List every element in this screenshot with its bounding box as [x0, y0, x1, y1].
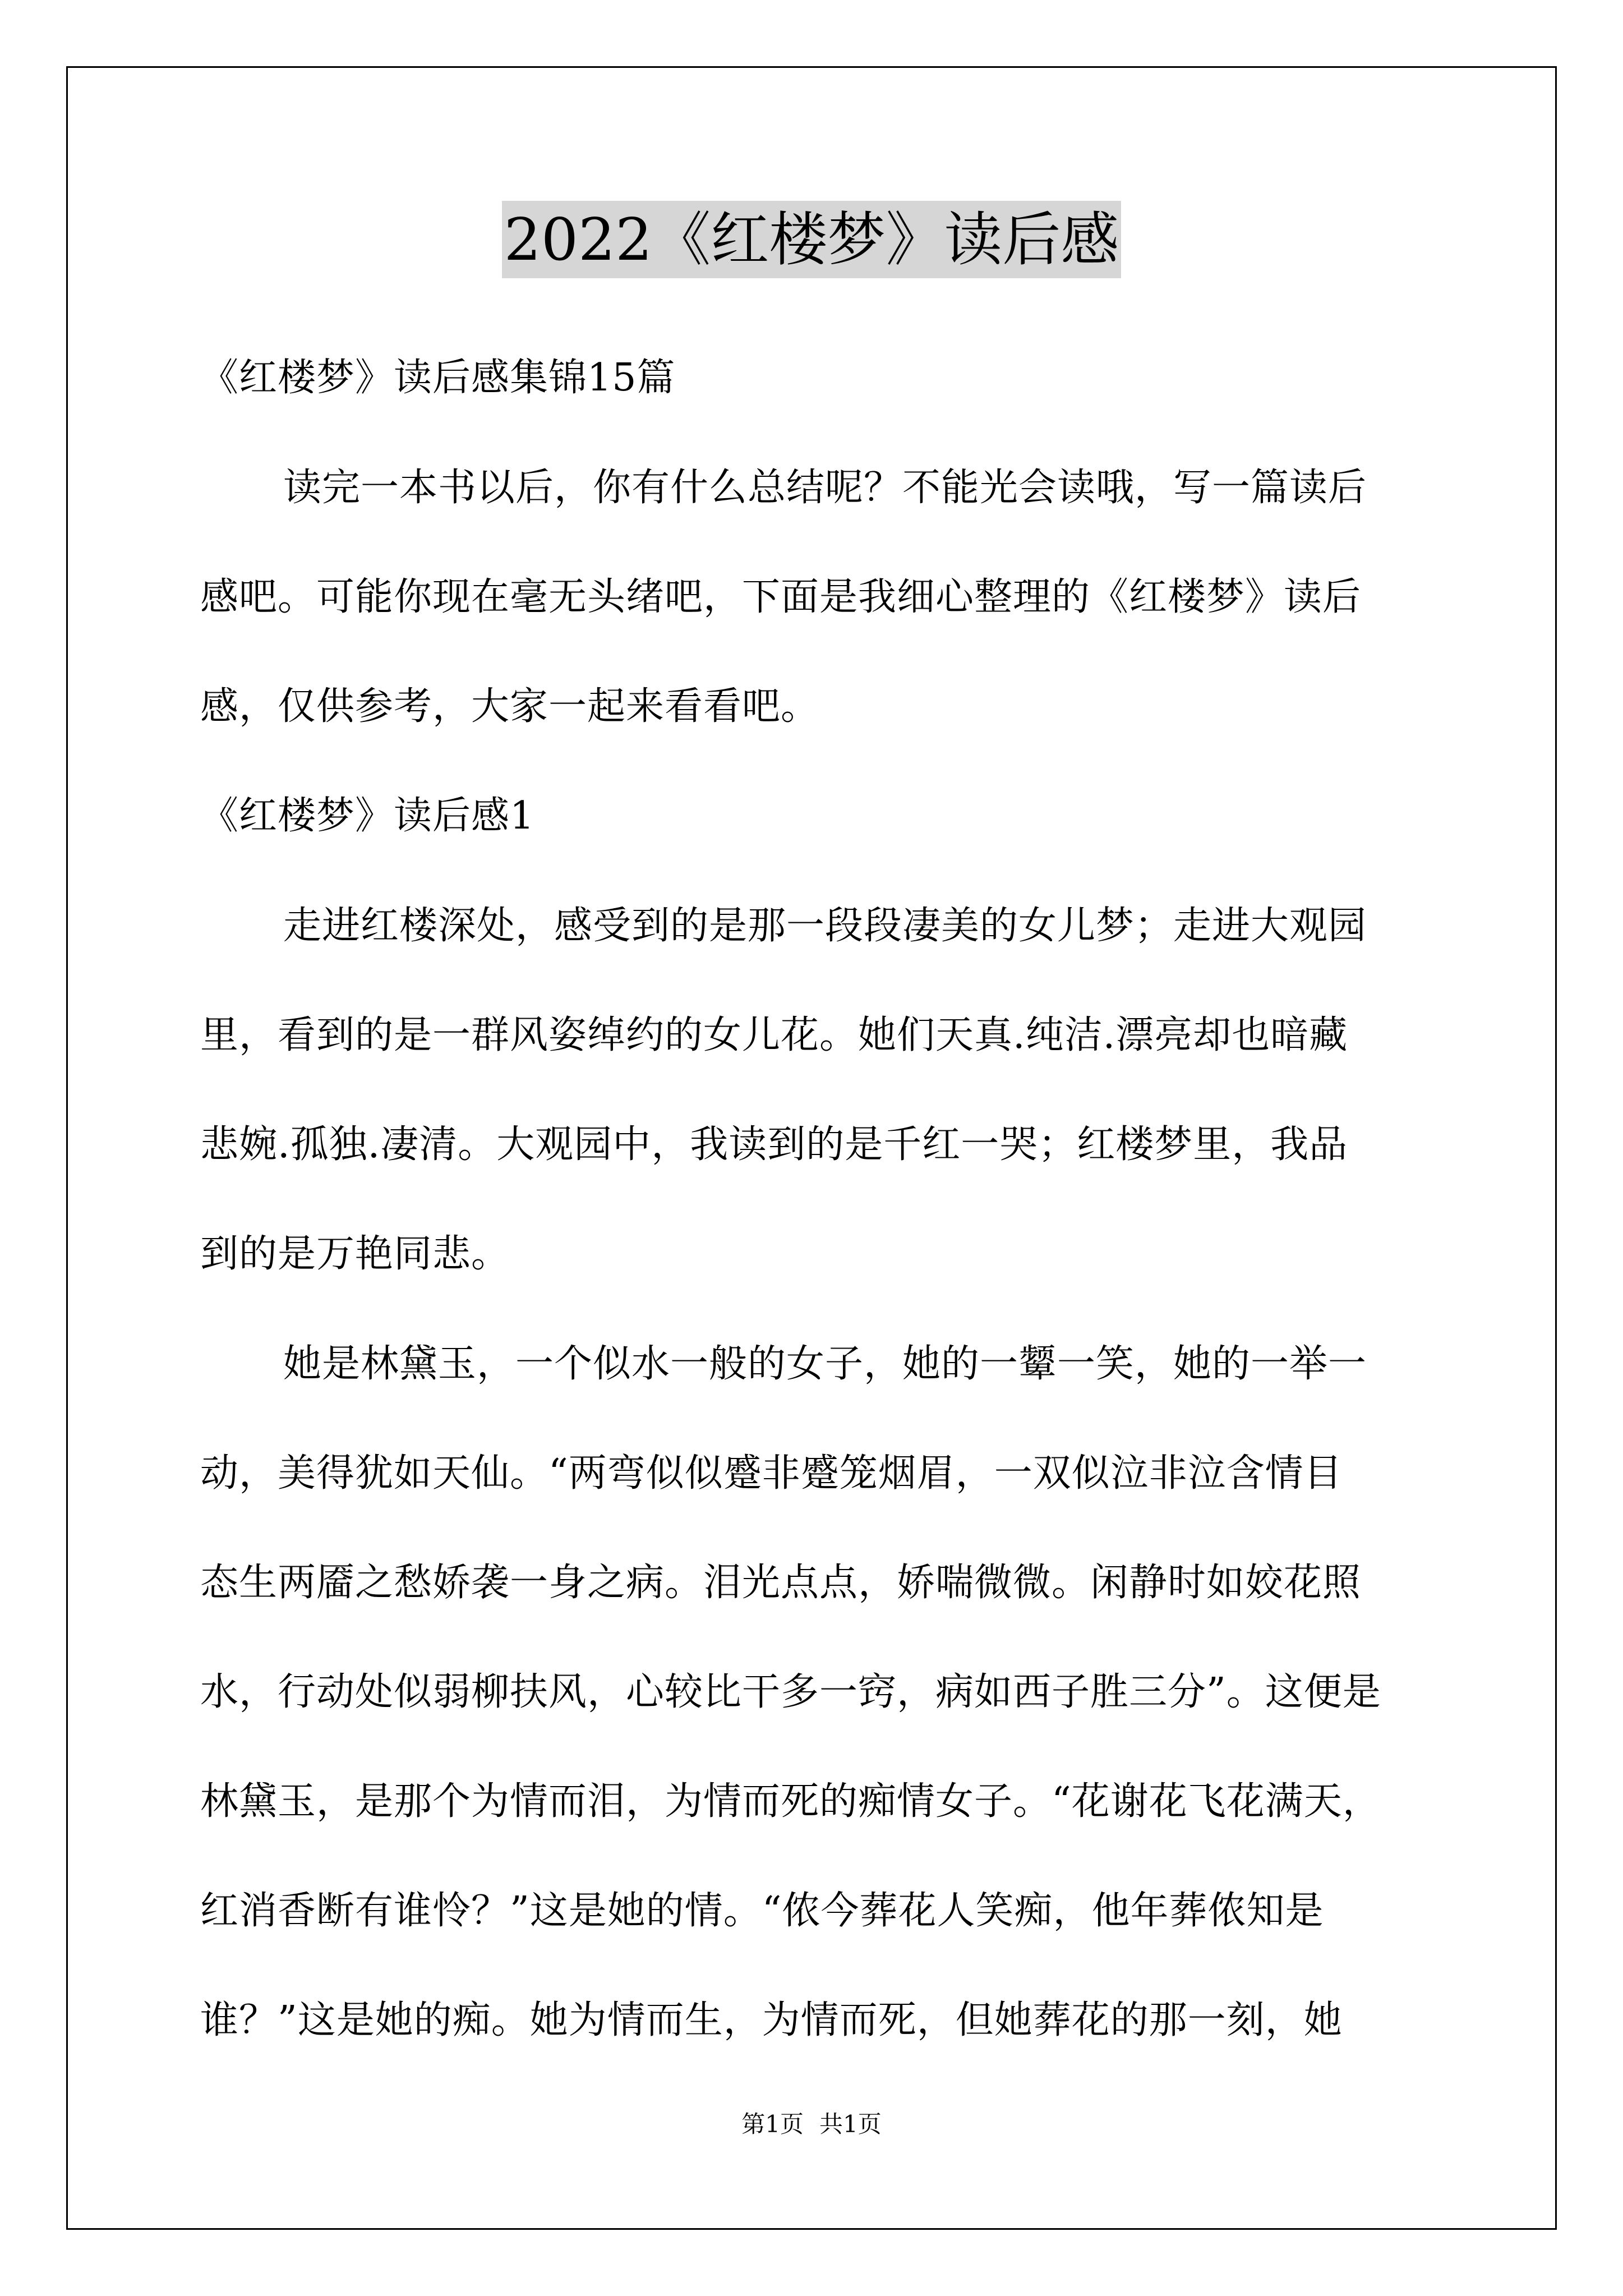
- para2-line-7: 谁？”这是她的痴。她为情而生，为情而死，但她葬花的那一刻，她: [200, 1998, 1343, 2042]
- para1-line-3: 悲婉.孤独.凄清。大观园中，我读到的是千红一哭；红楼梦里，我品: [200, 1122, 1348, 1167]
- intro-line-1: 读完一本书以后，你有什么总结呢？不能光会读哦，写一篇读后: [283, 466, 1367, 510]
- para2-line-6: 红消香断有谁怜？”这是她的情。“侬今葬花人笑痴，他年葬侬知是: [200, 1889, 1324, 1933]
- page-number: 第1页: [741, 2110, 804, 2138]
- para2-line-2: 动，美得犹如天仙。“两弯似似蹙非蹙笼烟眉，一双似泣非泣含情目: [200, 1451, 1343, 1496]
- document-subtitle: 《红楼梦》读后感集锦15篇: [200, 356, 676, 400]
- page-footer: [0, 2110, 1623, 2138]
- para1-line-2: 里，看到的是一群风姿绰约的女儿花。她们天真.纯洁.漂亮却也暗藏: [200, 1013, 1348, 1057]
- para2-line-3: 态生两靥之愁娇袭一身之病。泪光点点，娇喘微微。闲静时如姣花照: [200, 1561, 1362, 1605]
- intro-line-3: 感，仅供参考，大家一起来看看吧。: [200, 684, 820, 729]
- intro-line-2: 感吧。可能你现在毫无头绪吧，下面是我细心整理的《红楼梦》读后: [200, 575, 1362, 619]
- para2-line-1: 她是林黛玉，一个似水一般的女子，她的一颦一笑，她的一举一: [283, 1342, 1367, 1386]
- title-container: [0, 201, 1623, 278]
- para1-line-4: 到的是万艳同悲。: [200, 1232, 510, 1276]
- section-heading: 《红楼梦》读后感1: [200, 794, 535, 838]
- page-total: 共1页: [819, 2110, 882, 2138]
- para2-line-4: 水，行动处似弱柳扶风，心较比干多一窍，病如西子胜三分”。这便是: [200, 1670, 1381, 1714]
- document-title: 2022《红楼梦》读后感: [502, 201, 1122, 278]
- para1-line-1: 走进红楼深处，感受到的是那一段段凄美的女儿梦；走进大观园: [283, 904, 1367, 948]
- para2-line-5: 林黛玉，是那个为情而泪，为情而死的痴情女子。“花谢花飞花满天，: [200, 1779, 1381, 1824]
